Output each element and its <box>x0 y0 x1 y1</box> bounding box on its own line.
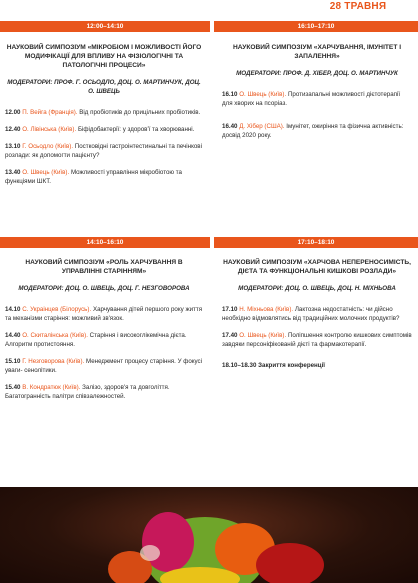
talk-item: 16.40 Д. Хібер (США). Імунітет, ожиріння та фізична активність: досвід 2020 року. <box>222 122 404 139</box>
session-2-moderators: МОДЕРАТОРИ: ПРОФ. Д. ХІБЕР, ДОЦ. О. МАРТИНЧУК <box>236 69 398 77</box>
session-4-moderators: МОДЕРАТОРИ: ДОЦ. О. ШВЕЦЬ, ДОЦ. Н. МІХНЬОВА <box>238 284 396 292</box>
talk-item: 15.10 Г. Незговорова (Київ). Менеджмент процесу старіння. У фокусі уваги- сенолітики. <box>5 357 203 374</box>
talk-item: 13.40 О. Швець (Київ). Можливості управління мікробіотою та функціями ШКТ. <box>5 168 182 185</box>
session-3 <box>5 259 203 410</box>
session-4 <box>222 259 412 371</box>
talk-item: 14.40 О. Скиталінська (Київ). Старіння і високоглікемічна дієта. Алгоритм протистояння. <box>5 331 187 348</box>
vegetables-illustration <box>0 487 418 583</box>
talk-item: 12.40 О. Лівінська (Київ). Біфідобактерії: у здоров'ї та хворюванні. <box>5 125 195 133</box>
session-2 <box>222 44 412 149</box>
talk-item: 17.10 Н. Міхньова (Київ). Лактозна недостатність: чи дійсно необхідно відмовлятись від традиційних молочних продуктів? <box>222 305 400 322</box>
closing-line: 18.10–18.30 Закриття конференції <box>222 361 326 369</box>
session-4-title: НАУКОВИЙ СИМПОЗІУМ «ХАРЧОВА НЕПЕРЕНОСИМІСТЬ, ДІЄТА ТА ФУНКЦІОНАЛЬНІ КИШКОВІ РОЗЛАДИ» <box>223 259 411 275</box>
talk-item: 12.00 П. Вейга (Франція). Від пробіотиків до прицільних пробіотиків. <box>5 108 201 116</box>
time-bar-session-4: 17:10–18:10 <box>214 237 418 248</box>
talk-item: 17.40 О. Швець (Київ). Поліпшення контролю кишкових симптомів завдяки персоніфікованій дієті та фармакотерапії. <box>222 331 412 348</box>
session-1-title: НАУКОВИЙ СИМПОЗІУМ «МІКРОБІОМ І МОЖЛИВОСТІ ЙОГО МОДИФІКАЦІЇ ДЛЯ ВПЛИВУ НА ФІЗІОЛОГІЧНІ ТА ПАТОЛОГІЧНІ ПРОЦЕСИ» <box>6 44 202 69</box>
talk-item: 13.10 Г. Осьодло (Київ). Постковідні гастроінтестинальні та печінкові розлади: як допомогти пацієнту? <box>5 142 202 159</box>
session-3-title: НАУКОВИЙ СИМПОЗІУМ «РОЛЬ ХАРЧУВАННЯ В УПРАВЛІННІ СТАРІННЯМ» <box>25 259 183 275</box>
talk-item: 14.10 С. Украінцев (Білорусь). Харчування дітей першого року життя та механізми старіння: можливий зв'язок. <box>5 305 203 322</box>
date-heading: 28 ТРАВНЯ <box>329 1 387 12</box>
time-bar-session-2: 16:10–17:10 <box>214 21 418 32</box>
talk-item: 16.10 О. Швець (Київ). Протизапальні можливості дієтотерапії для хворих на псоріаз. <box>222 90 401 107</box>
time-bar-session-1: 12:00–14:10 <box>0 21 210 32</box>
time-bar-session-3: 14:10–16:10 <box>0 237 210 248</box>
session-2-title: НАУКОВИЙ СИМПОЗІУМ «ХАРЧУВАННЯ, ІМУНІТЕТ І ЗАПАЛЕННЯ» <box>232 44 402 60</box>
talk-item: 15.40 В. Кондратюк (Київ). Залізо, здоров'я та довголіття. Багатогранність палітри співзалежностей. <box>5 383 170 400</box>
session-1 <box>5 44 203 195</box>
session-1-moderators: МОДЕРАТОРИ: ПРОФ. Г. ОСЬОДЛО, ДОЦ. О. МАРТИНЧУК, ДОЦ. О. ШВЕЦЬ <box>7 78 201 95</box>
session-3-moderators: МОДЕРАТОРИ: ДОЦ. О. ШВЕЦЬ, ДОЦ. Г. НЕЗГОВОРОВА <box>18 284 190 292</box>
vegetables-photo <box>0 487 418 583</box>
